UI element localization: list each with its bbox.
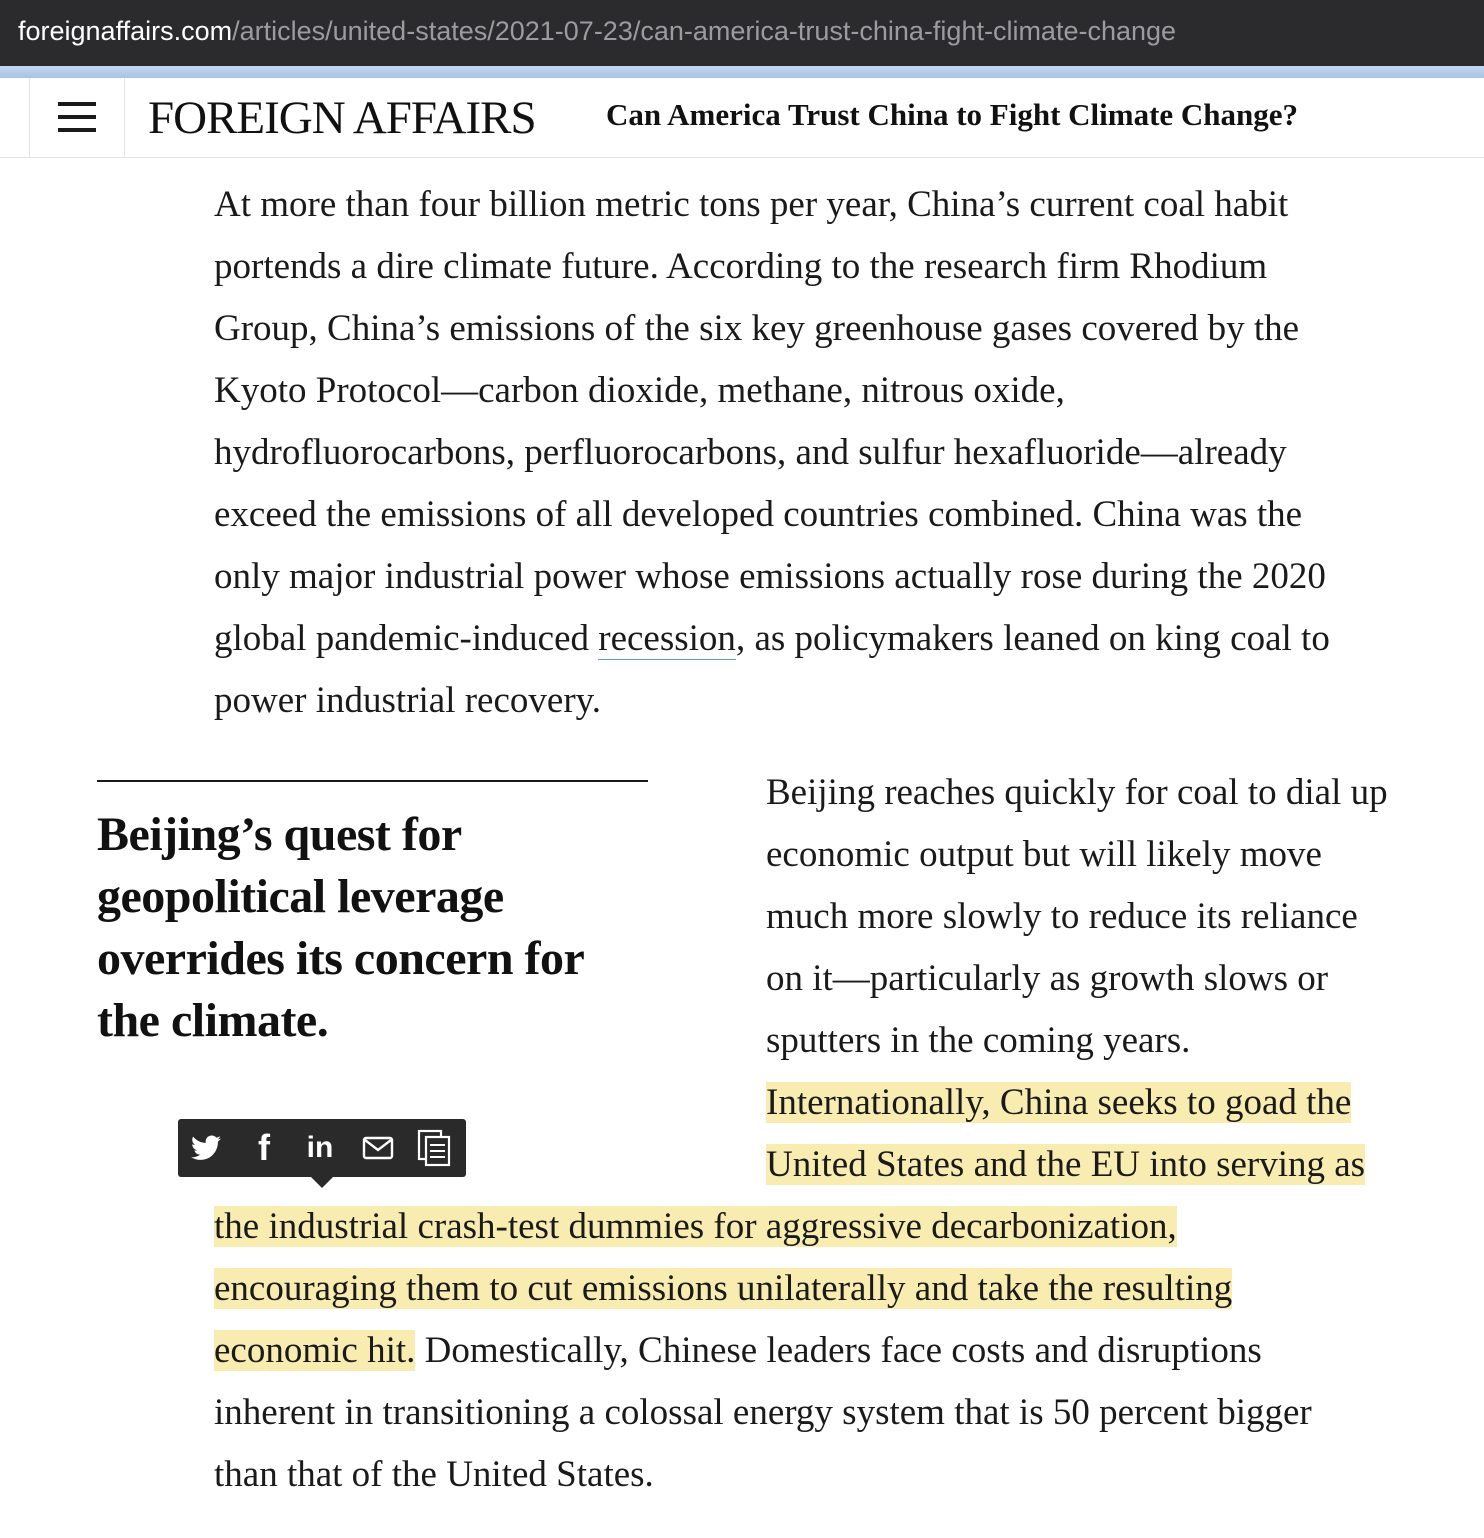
highlighted-text[interactable]: encouraging them to cut emissions unilaterally and take the resulting — [214, 1268, 1233, 1309]
text-line: power industrial recovery. — [214, 680, 601, 721]
pull-quote-line: Beijing’s quest for — [97, 808, 462, 861]
share-toolbar — [178, 1119, 466, 1177]
text-line: exceed the emissions of all developed countries combined. China was the — [214, 494, 1303, 535]
mail-icon — [362, 1136, 394, 1160]
text-segment: Domestically, Chinese leaders face costs and disruptions — [415, 1330, 1262, 1371]
copy-icon — [417, 1129, 451, 1167]
site-logo[interactable]: FOREIGN AFFAIRS — [148, 92, 536, 144]
address-bar[interactable] — [0, 0, 1484, 66]
highlighted-text[interactable]: economic hit. — [214, 1330, 416, 1371]
highlighted-text[interactable]: the industrial crash-test dummies for aggressive decarbonization, — [214, 1206, 1177, 1247]
text-line: Beijing reaches quickly for coal to dial up — [766, 772, 1388, 813]
text-line[interactable] — [214, 1196, 1454, 1258]
text-line — [214, 1320, 1454, 1382]
pull-quote-line: the climate. — [97, 994, 329, 1047]
article-paragraph — [214, 1196, 1454, 1506]
highlighted-text[interactable]: Internationally, China seeks to goad the — [766, 1082, 1352, 1123]
article-paragraph — [766, 762, 1466, 1196]
twitter-icon — [191, 1135, 221, 1161]
url-path: /articles/united-states/2021-07-23/can-america-trust-china-fight-climate-change — [232, 16, 1177, 46]
email-share-button[interactable] — [358, 1128, 398, 1168]
text-line: much more slowly to reduce its reliance — [766, 896, 1358, 937]
text-line: At more than four billion metric tons per year, China’s current coal habit — [214, 184, 1289, 225]
text-line: Kyoto Protocol—carbon dioxide, methane, nitrous oxide, — [214, 370, 1065, 411]
text-line: inherent in transitioning a colossal energy system that is 50 percent bigger — [214, 1392, 1312, 1433]
text-line: Group, China’s emissions of the six key greenhouse gases covered by the — [214, 308, 1300, 349]
pull-quote-line: geopolitical leverage — [97, 870, 504, 923]
linkedin-icon: in — [306, 1131, 334, 1164]
recession-link[interactable]: recession — [598, 618, 736, 659]
pull-quote-line: overrides its concern for — [97, 932, 585, 985]
highlighted-text[interactable]: United States and the EU into serving as — [766, 1144, 1366, 1185]
pull-quote — [97, 804, 657, 1052]
text-line: on it—particularly as growth slows or — [766, 958, 1329, 999]
facebook-icon: f — [258, 1127, 270, 1168]
facebook-share-button[interactable] — [244, 1128, 284, 1168]
twitter-share-button[interactable] — [186, 1128, 226, 1168]
site-header — [0, 78, 1484, 158]
text-line[interactable] — [214, 1258, 1454, 1320]
menu-button[interactable] — [29, 78, 125, 157]
text-segment: , as policymakers leaned on king coal to — [735, 618, 1330, 659]
text-line: only major industrial power whose emissions actually rose during the 2020 — [214, 556, 1326, 597]
text-segment: global pandemic-induced — [214, 618, 599, 659]
text-line: sputters in the coming years. — [766, 1020, 1191, 1061]
text-line[interactable] — [766, 1072, 1466, 1134]
text-line: hydrofluorocarbons, perfluorocarbons, and sulfur hexafluoride—already — [214, 432, 1287, 473]
header-article-title: Can America Trust China to Fight Climate Change? — [606, 97, 1299, 132]
pull-quote-rule — [97, 780, 648, 782]
url-host: foreignaffairs.com — [18, 16, 233, 46]
loading-bar — [0, 66, 1484, 78]
text-line: economic output but will likely move — [766, 834, 1322, 875]
text-line: portends a dire climate future. According to the research firm Rhodium — [214, 246, 1268, 287]
copy-button[interactable] — [414, 1128, 454, 1168]
linkedin-share-button[interactable] — [300, 1128, 340, 1168]
text-line[interactable] — [766, 1134, 1466, 1196]
text-line — [214, 608, 1444, 670]
text-line: than that of the United States. — [214, 1454, 654, 1495]
article-paragraph — [214, 174, 1444, 732]
